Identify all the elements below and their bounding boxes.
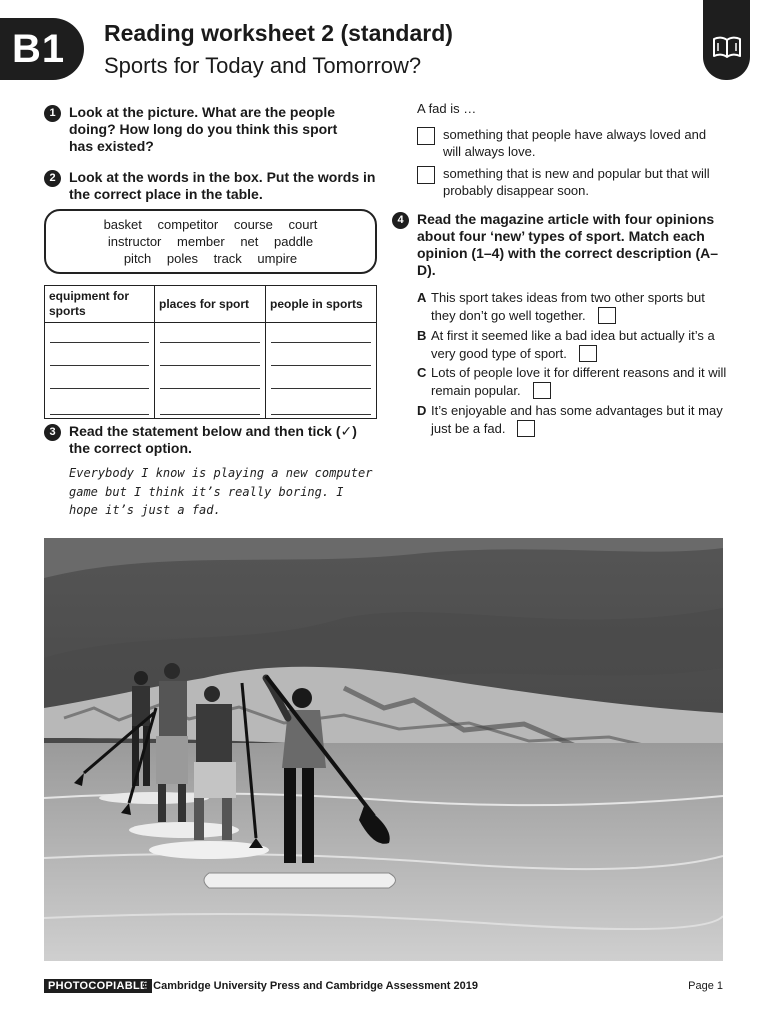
question-number: 3 <box>44 424 61 441</box>
match-option-c <box>417 364 732 400</box>
tick-checkbox[interactable] <box>417 127 435 145</box>
match-option-a <box>417 289 732 325</box>
page-number: Page 1 <box>688 980 723 992</box>
question-number: 4 <box>392 212 409 229</box>
word: basket <box>103 217 142 232</box>
question-text: Read the statement below and then tick (✓) the correct option. <box>69 423 357 456</box>
word: court <box>288 217 318 232</box>
word: pitch <box>123 251 152 266</box>
fad-intro: A fad is … <box>417 101 477 116</box>
question-text: Read the magazine article with four opinions about four ‘new’ types of sport. Match each opinion (1–4) with the correct description (A–D). <box>417 211 719 278</box>
question-number: 1 <box>44 105 61 122</box>
fad-option-2 <box>417 165 727 199</box>
fad-option-1 <box>417 126 727 160</box>
word-box-line <box>46 216 375 233</box>
word: competitor <box>157 217 219 232</box>
option-letter: D <box>417 403 427 418</box>
word-box <box>44 209 377 274</box>
option-text: It’s enjoyable and has some advantages but it may just be a fad. <box>431 403 723 436</box>
open-book-icon <box>712 36 742 58</box>
word: member <box>177 234 225 249</box>
answer-line[interactable] <box>155 369 266 392</box>
answer-line[interactable] <box>266 346 377 369</box>
match-option-b <box>417 327 732 363</box>
tick-checkbox[interactable] <box>417 166 435 184</box>
paddleboarding-photo <box>44 538 723 961</box>
answer-line[interactable] <box>155 346 266 369</box>
answer-line[interactable] <box>45 392 155 419</box>
word: paddle <box>274 234 314 249</box>
question-1 <box>44 104 364 155</box>
match-option-d <box>417 402 732 438</box>
copyright-notice: © Cambridge University Press and Cambridge Assessment 2019 <box>142 980 478 992</box>
word-box-line <box>46 233 375 250</box>
answer-line[interactable] <box>45 323 155 346</box>
option-text: This sport takes ideas from two other sports but they don’t go well together. <box>431 290 705 323</box>
question-number: 2 <box>44 170 61 187</box>
answer-box[interactable] <box>517 420 535 437</box>
handwritten-statement: Everybody I know is playing a new computer game but I think it’s really boring. I hope it’s just a fad. <box>69 466 373 517</box>
option-text: something that is new and popular but that will probably disappear soon. <box>443 166 710 198</box>
answer-line[interactable] <box>155 392 266 419</box>
option-text: Lots of people love it for different reasons and it will remain popular. <box>431 365 727 398</box>
question-4 <box>392 211 722 279</box>
answer-line[interactable] <box>45 369 155 392</box>
answer-box[interactable] <box>533 382 551 399</box>
option-letter: C <box>417 365 427 380</box>
sorting-table <box>44 285 377 419</box>
option-text: At first it seemed like a bad idea but actually it’s a very good type of sport. <box>431 328 715 361</box>
paddleboard-illustration <box>44 538 723 961</box>
answer-line[interactable] <box>266 392 377 419</box>
answer-box[interactable] <box>579 345 597 362</box>
option-text: something that people have always loved and will always love. <box>443 127 707 159</box>
question-3 <box>44 423 374 457</box>
word: track <box>213 251 242 266</box>
question-text: Look at the words in the box. Put the words in the correct place in the table. <box>69 169 376 202</box>
level-badge: B1 <box>0 18 84 80</box>
answer-box[interactable] <box>598 307 616 324</box>
word: course <box>233 217 273 232</box>
word-box-line <box>46 250 375 267</box>
question-text: Look at the picture. What are the people doing? How long do you think this sport has existed? <box>69 104 338 154</box>
word: net <box>240 234 259 249</box>
word: poles <box>166 251 198 266</box>
answer-line[interactable] <box>155 323 266 346</box>
book-tab <box>703 0 750 80</box>
answer-line[interactable] <box>266 369 377 392</box>
column-header-people: people in sports <box>266 286 377 323</box>
footer <box>44 979 723 995</box>
word: umpire <box>257 251 298 266</box>
column-header-equipment: equipment for sports <box>45 286 155 323</box>
worksheet-subtitle: Sports for Today and Tomorrow? <box>104 53 422 78</box>
answer-line[interactable] <box>45 346 155 369</box>
word: instructor <box>107 234 162 249</box>
column-header-places: places for sport <box>155 286 266 323</box>
photocopiable-label: PHOTOCOPIABLE <box>44 979 152 993</box>
option-letter: B <box>417 328 427 343</box>
answer-line[interactable] <box>266 323 377 346</box>
option-letter: A <box>417 290 427 305</box>
question-2 <box>44 169 379 203</box>
worksheet-title: Reading worksheet 2 (standard) <box>104 20 453 46</box>
